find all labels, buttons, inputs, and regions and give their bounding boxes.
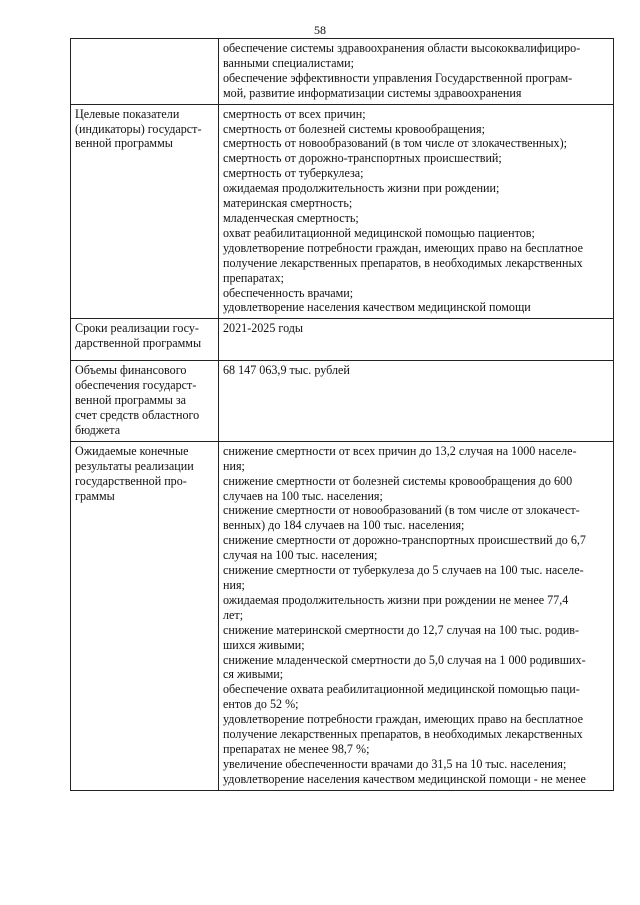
row-content-line: ожидаемая продолжительность жизни при рождении; [223,181,500,196]
table-row [71,319,614,361]
table-row [71,104,614,319]
passport-table [70,38,614,791]
table-row [71,39,614,105]
row-content-line: ния; [223,458,245,473]
row-content-line: удовлетворение потребности граждан, имеющих право на бесплатное [223,240,583,255]
row-content-line: материнская смертность; [223,196,353,211]
row-content-line: мой, развитие информатизации системы здравоохранения [223,85,522,100]
row-label-line: счет средств областного [75,408,200,423]
row-content-line: получение лекарственных препаратов, в необходимых лекарственных [223,727,583,742]
row-label-cell [71,441,219,790]
table-body [71,39,614,791]
row-label-line: венной программы за [75,393,187,408]
row-content-line: увеличение обеспеченности врачами до 31,5 на 10 тыс. населения; [223,756,567,771]
row-content-cell [219,361,614,442]
row-label-line: Сроки реализации госу- [75,321,199,336]
row-content-line: удовлетворение населения качеством медицинской помощи [223,300,531,315]
row-content-line: снижение смертности от дорожно-транспортных происшествий до 6,7 [223,533,586,548]
row-content-cell [219,319,614,361]
row-content-line: обеспечение охвата реабилитационной медицинской помощью паци- [223,682,580,697]
row-content-line: удовлетворение потребности граждан, имеющих право на бесплатное [223,712,583,727]
row-content-line: ния; [223,578,245,592]
row-content-line: охват реабилитационной медицинской помощью пациентов; [223,225,535,240]
row-label-line: обеспечения государст- [75,378,197,393]
row-content-line: снижение материнской смертности до 12,7 случая на 100 тыс. родив- [223,622,580,637]
row-content-line: ся живыми; [223,667,284,682]
row-content-line: лет; [223,607,244,622]
row-content-cell [219,39,614,105]
row-content-line: препаратах не менее 98,7 %; [223,741,370,756]
row-label-line: бюджета [75,422,121,437]
row-label-cell [71,319,219,361]
row-label-cell [71,361,219,442]
row-content-line: получение лекарственных препаратов, в необходимых лекарственных [223,255,583,270]
row-content-line: снижение младенческой смертности до 5,0 случая на 1 000 родивших- [223,652,586,667]
row-content-line: смертность от болезней системы кровообращения; [223,121,485,136]
row-content-line: младенческая смертность; [223,210,359,225]
page-number: 58 [314,23,326,37]
row-content-line: ванными специалистами; [223,55,354,70]
row-label-line: (индикаторы) государст- [75,121,202,136]
row-label-line: дарственной программы [75,336,202,351]
row-label-cell [71,104,219,319]
row-label-line: результаты реализации [75,458,194,473]
row-content-line: снижение смертности от туберкулеза до 5 случаев на 100 тыс. населе- [223,563,584,578]
row-content-line: 68 147 063,9 тыс. рублей [223,363,350,378]
row-content-line: снижение смертности от болезней системы кровообращения до 600 [223,473,573,488]
row-label-cell [71,39,219,105]
row-content-line: смертность от туберкулеза; [223,166,364,181]
row-content-line: обеспеченность врачами; [223,285,354,300]
row-content-line: обеспечение системы здравоохранения области высококвалифициро- [223,41,581,55]
row-content-line: ентов до 52 %; [223,697,299,712]
row-content-line: случаев на 100 тыс. населения; [223,488,383,503]
table-row [71,361,614,442]
row-content-line: снижение смертности от всех причин до 13,2 случая на 1000 населе- [223,443,577,458]
row-content-cell [219,104,614,319]
row-label-line: государственной про- [75,473,187,488]
row-content-line: обеспечение эффективности управления Государственной програм- [223,70,573,85]
row-label-line: Ожидаемые конечные [75,443,189,458]
row-content-line: снижение смертности от новообразований (в том числе от злокачест- [223,503,580,518]
row-label-line: граммы [75,488,115,503]
row-content-line: 2021-2025 годы [223,321,304,336]
row-content-line: препаратах; [223,270,285,285]
row-content-line: шихся живыми; [223,637,305,652]
row-content-cell [219,441,614,790]
table-row [71,441,614,790]
row-content-line: случая на 100 тыс. населения; [223,548,378,563]
row-content-line: смертность от дорожно-транспортных происшествий; [223,151,502,166]
row-label-line: Целевые показатели [75,106,180,121]
row-content-line: венных) до 184 случаев на 100 тыс. населения; [223,518,465,533]
row-content-line: ожидаемая продолжительность жизни при рождении не менее 77,4 [223,592,569,607]
row-label-line: Объемы финансового [75,363,187,378]
row-label-line: венной программы [75,136,173,151]
row-content-line: смертность от всех причин; [223,106,366,121]
row-content-line: удовлетворение населения качеством медицинской помощи - не менее [223,771,586,786]
row-content-line: смертность от новообразований (в том числе от злокачественных); [223,136,567,151]
